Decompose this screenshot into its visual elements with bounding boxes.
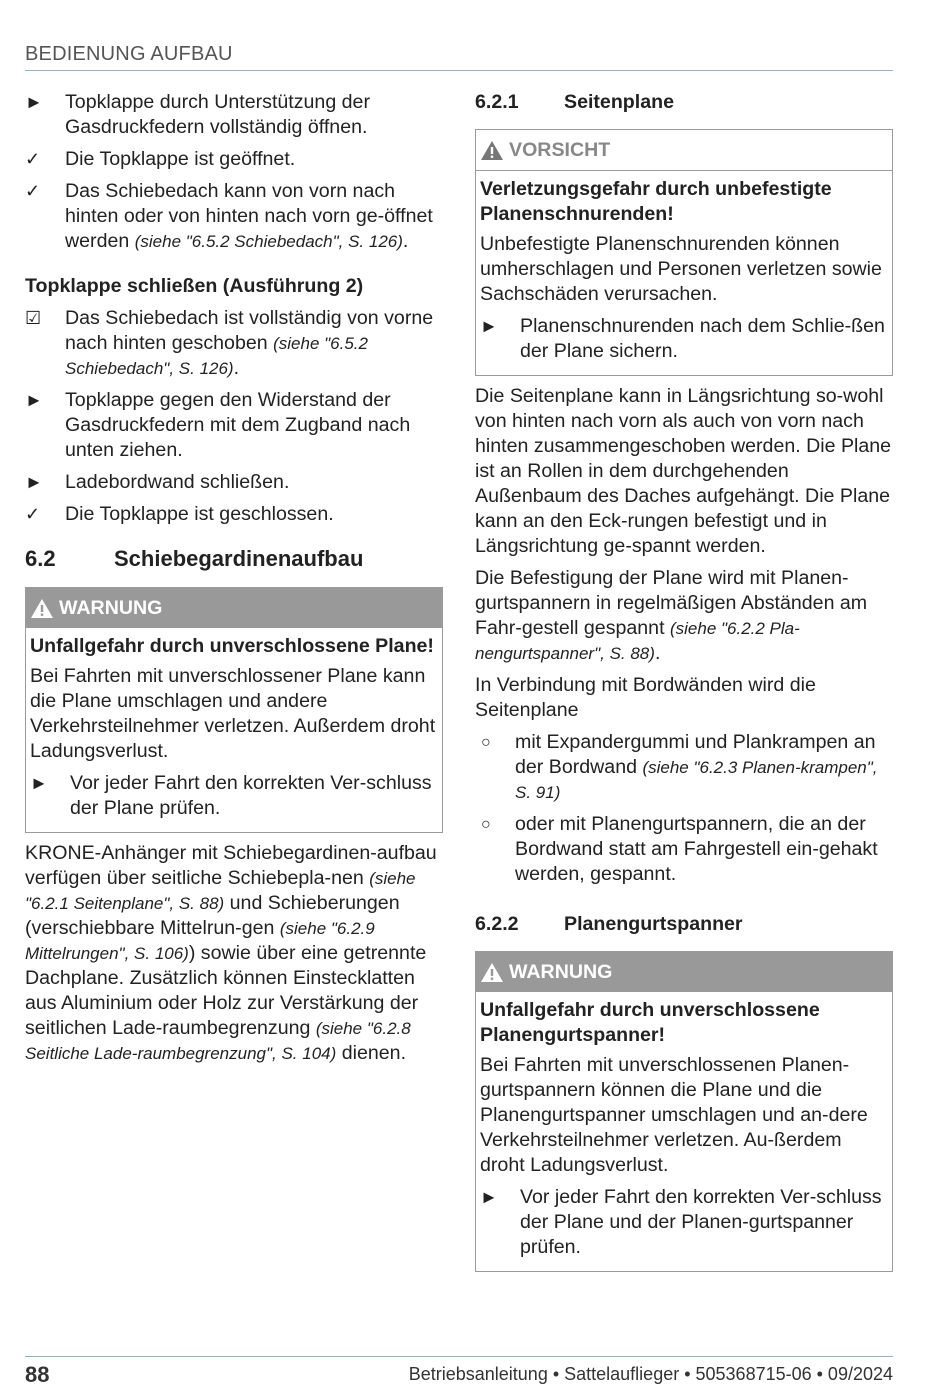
arrow-bullet-icon: ► bbox=[480, 316, 498, 336]
cross-reference-link[interactable]: (siehe "6.2.9 Mittelrungen", S. 106) bbox=[25, 919, 375, 963]
subsection-title: Planengurtspanner bbox=[564, 913, 743, 935]
page-number: 88 bbox=[25, 1362, 50, 1387]
running-header: BEDIENUNG AUFBAU bbox=[25, 43, 233, 65]
warning-action: ► Vor jeder Fahrt den korrekten Ver-schluss der Plane prüfen. bbox=[30, 772, 432, 819]
caution-box bbox=[475, 129, 893, 376]
right-column bbox=[475, 90, 893, 1280]
circle-bullet-icon: ○ bbox=[481, 816, 491, 833]
header-divider bbox=[25, 70, 893, 71]
body-paragraph: Die Befestigung der Plane wird mit Planen-gurtspannern in regelmäßigen Abständen am Fahr-gestell gespannt (siehe "6.2.2 Pla-nengurtspanner", S. 88). bbox=[475, 567, 868, 664]
caution-label: VORSICHT bbox=[509, 138, 611, 161]
checked-box-icon: ☑ bbox=[25, 308, 42, 328]
warning-triangle-icon bbox=[480, 962, 504, 983]
arrow-bullet-icon: ► bbox=[30, 773, 48, 793]
warning-box bbox=[25, 587, 443, 833]
warning-triangle-icon bbox=[30, 598, 54, 619]
warning-text: Bei Fahrten mit unverschlossener Plane kann die Plane umschlagen und andere Verkehrsteilnehmer verletzen. Außerdem droht Ladungsverlust. bbox=[30, 665, 436, 762]
warning-label: WARNUNG bbox=[59, 596, 163, 619]
list-item: ☑ Das Schiebedach ist vollständig von vorne nach hinten geschoben (siehe "6.5.2 Schiebedach", S. 126). bbox=[25, 307, 434, 379]
list-item: ✓ Die Topklappe ist geöffnet. bbox=[25, 148, 296, 170]
warning-box bbox=[475, 951, 893, 1272]
caution-header bbox=[476, 130, 892, 171]
warning-title: Unfallgefahr durch unverschlossene Plane! bbox=[30, 635, 434, 657]
warning-action: ► Vor jeder Fahrt den korrekten Ver-schluss der Plane und der Planen-gurtspanner prüfen. bbox=[480, 1186, 882, 1258]
subsection-number: 6.2.1 bbox=[475, 91, 519, 113]
warning-label: WARNUNG bbox=[509, 960, 613, 983]
list-item: ► Ladebordwand schließen. bbox=[25, 471, 290, 493]
subsection-heading bbox=[475, 90, 893, 115]
cross-reference-link[interactable]: (siehe "6.2.1 Seitenplane", S. 88) bbox=[25, 869, 416, 913]
warning-title: Unfallgefahr durch unverschlossene Planengurtspanner! bbox=[480, 999, 820, 1046]
list-item: ✓ Die Topklappe ist geschlossen. bbox=[25, 503, 334, 525]
left-column bbox=[25, 90, 443, 1066]
body-paragraph: Die Seitenplane kann in Längsrichtung so-wohl von hinten nach vorn als auch von vorn nach hinten zusammengeschoben werden. Die Plane ist an Rollen in dem durchgehenden Außenbaum des Daches aufgehängt. Die Plane kann an den Eck-rungen befestigt und in Längsrichtung ge-spannt werden. bbox=[475, 385, 892, 557]
cross-reference-link[interactable]: (siehe "6.2.3 Planen-krampen", S. 91) bbox=[515, 758, 878, 802]
checkmark-icon: ✓ bbox=[25, 149, 41, 169]
caution-text: Unbefestigte Planenschnurenden können umherschlagen und Personen verletzen sowie Sachschäden verursachen. bbox=[480, 233, 882, 305]
body-paragraph: In Verbindung mit Bordwänden wird die Seitenplane bbox=[475, 674, 816, 721]
arrow-bullet-icon: ► bbox=[25, 92, 43, 112]
list-item: ○ oder mit Planengurtspannern, die an der Bordwand statt am Fahrgestell ein-gehakt werden, gespannt. bbox=[475, 812, 893, 887]
cross-reference-link[interactable]: (siehe "6.5.2 Schiebedach", S. 126) bbox=[134, 232, 403, 251]
subsection-heading bbox=[475, 912, 893, 937]
warning-text: Bei Fahrten mit unverschlossenen Planen-gurtspannern können die Plane und die Planengurtspanner umschlagen und an-dere Verkehrsteilnehmer verletzen. Au-ßerdem droht Ladungsverlust. bbox=[480, 1054, 868, 1176]
section-title: Schiebegardinenaufbau bbox=[114, 546, 364, 571]
arrow-bullet-icon: ► bbox=[25, 472, 43, 492]
body-paragraph: KRONE-Anhänger mit Schiebegardinen-aufbau verfügen über seitliche Schiebepla-nen (siehe "6.2.1 Seitenplane", S. 88) und Schieberungen (verschiebbare Mittelrun-gen (siehe "6.2.9 Mittelrungen", S. 106)) sowie über eine getrennte Dachplane. Zusätzlich können Einstecklatten aus Aluminium oder Holz zur Verstärkung der seitlichen Lade-raumbegrenzung (siehe "6.2.8 Seitliche Lade-raumbegrenzung", S. 104) dienen. bbox=[25, 842, 437, 1064]
section-heading bbox=[25, 545, 443, 573]
warning-header bbox=[476, 952, 892, 992]
subsection-title: Seitenplane bbox=[564, 91, 674, 113]
list-item: ✓ Das Schiebedach kann von vorn nach hinten oder von hinten nach vorn ge-öffnet werden (siehe "6.5.2 Schiebedach", S. 126). bbox=[25, 180, 433, 252]
list-item: ○ mit Expandergummi und Plankrampen an der Bordwand (siehe "6.2.3 Planen-krampen", S. 91) bbox=[475, 730, 893, 805]
cross-reference-link[interactable]: (siehe "6.5.2 Schiebedach", S. 126) bbox=[65, 334, 368, 378]
subsection-number: 6.2.2 bbox=[475, 913, 519, 935]
footer-text: Betriebsanleitung • Sattelauflieger • 505368715-06 • 09/2024 bbox=[408, 1364, 893, 1384]
subheading: Topklappe schließen (Ausführung 2) bbox=[25, 275, 364, 297]
footer-divider bbox=[25, 1356, 893, 1357]
caution-action: ► Planenschnurenden nach dem Schlie-ßen der Plane sichern. bbox=[480, 315, 885, 362]
cross-reference-link[interactable]: (siehe "6.2.8 Seitliche Lade-raumbegrenzung", S. 104) bbox=[25, 1019, 411, 1063]
checkmark-icon: ✓ bbox=[25, 504, 41, 524]
circle-bullet-icon: ○ bbox=[481, 734, 491, 751]
checkmark-icon: ✓ bbox=[25, 181, 41, 201]
section-number: 6.2 bbox=[25, 546, 56, 571]
list-item: ► Topklappe durch Unterstützung der Gasdruckfedern vollständig öffnen. bbox=[25, 91, 370, 138]
warning-triangle-icon bbox=[480, 140, 504, 161]
warning-header bbox=[26, 588, 442, 628]
arrow-bullet-icon: ► bbox=[480, 1187, 498, 1207]
cross-reference-link[interactable]: (siehe "6.2.2 Pla-nengurtspanner", S. 88) bbox=[475, 619, 800, 663]
caution-title: Verletzungsgefahr durch unbefestigte Planenschnurenden! bbox=[480, 178, 832, 225]
arrow-bullet-icon: ► bbox=[25, 390, 43, 410]
list-item: ► Topklappe gegen den Widerstand der Gasdruckfedern mit dem Zugband nach unten ziehen. bbox=[25, 389, 411, 461]
